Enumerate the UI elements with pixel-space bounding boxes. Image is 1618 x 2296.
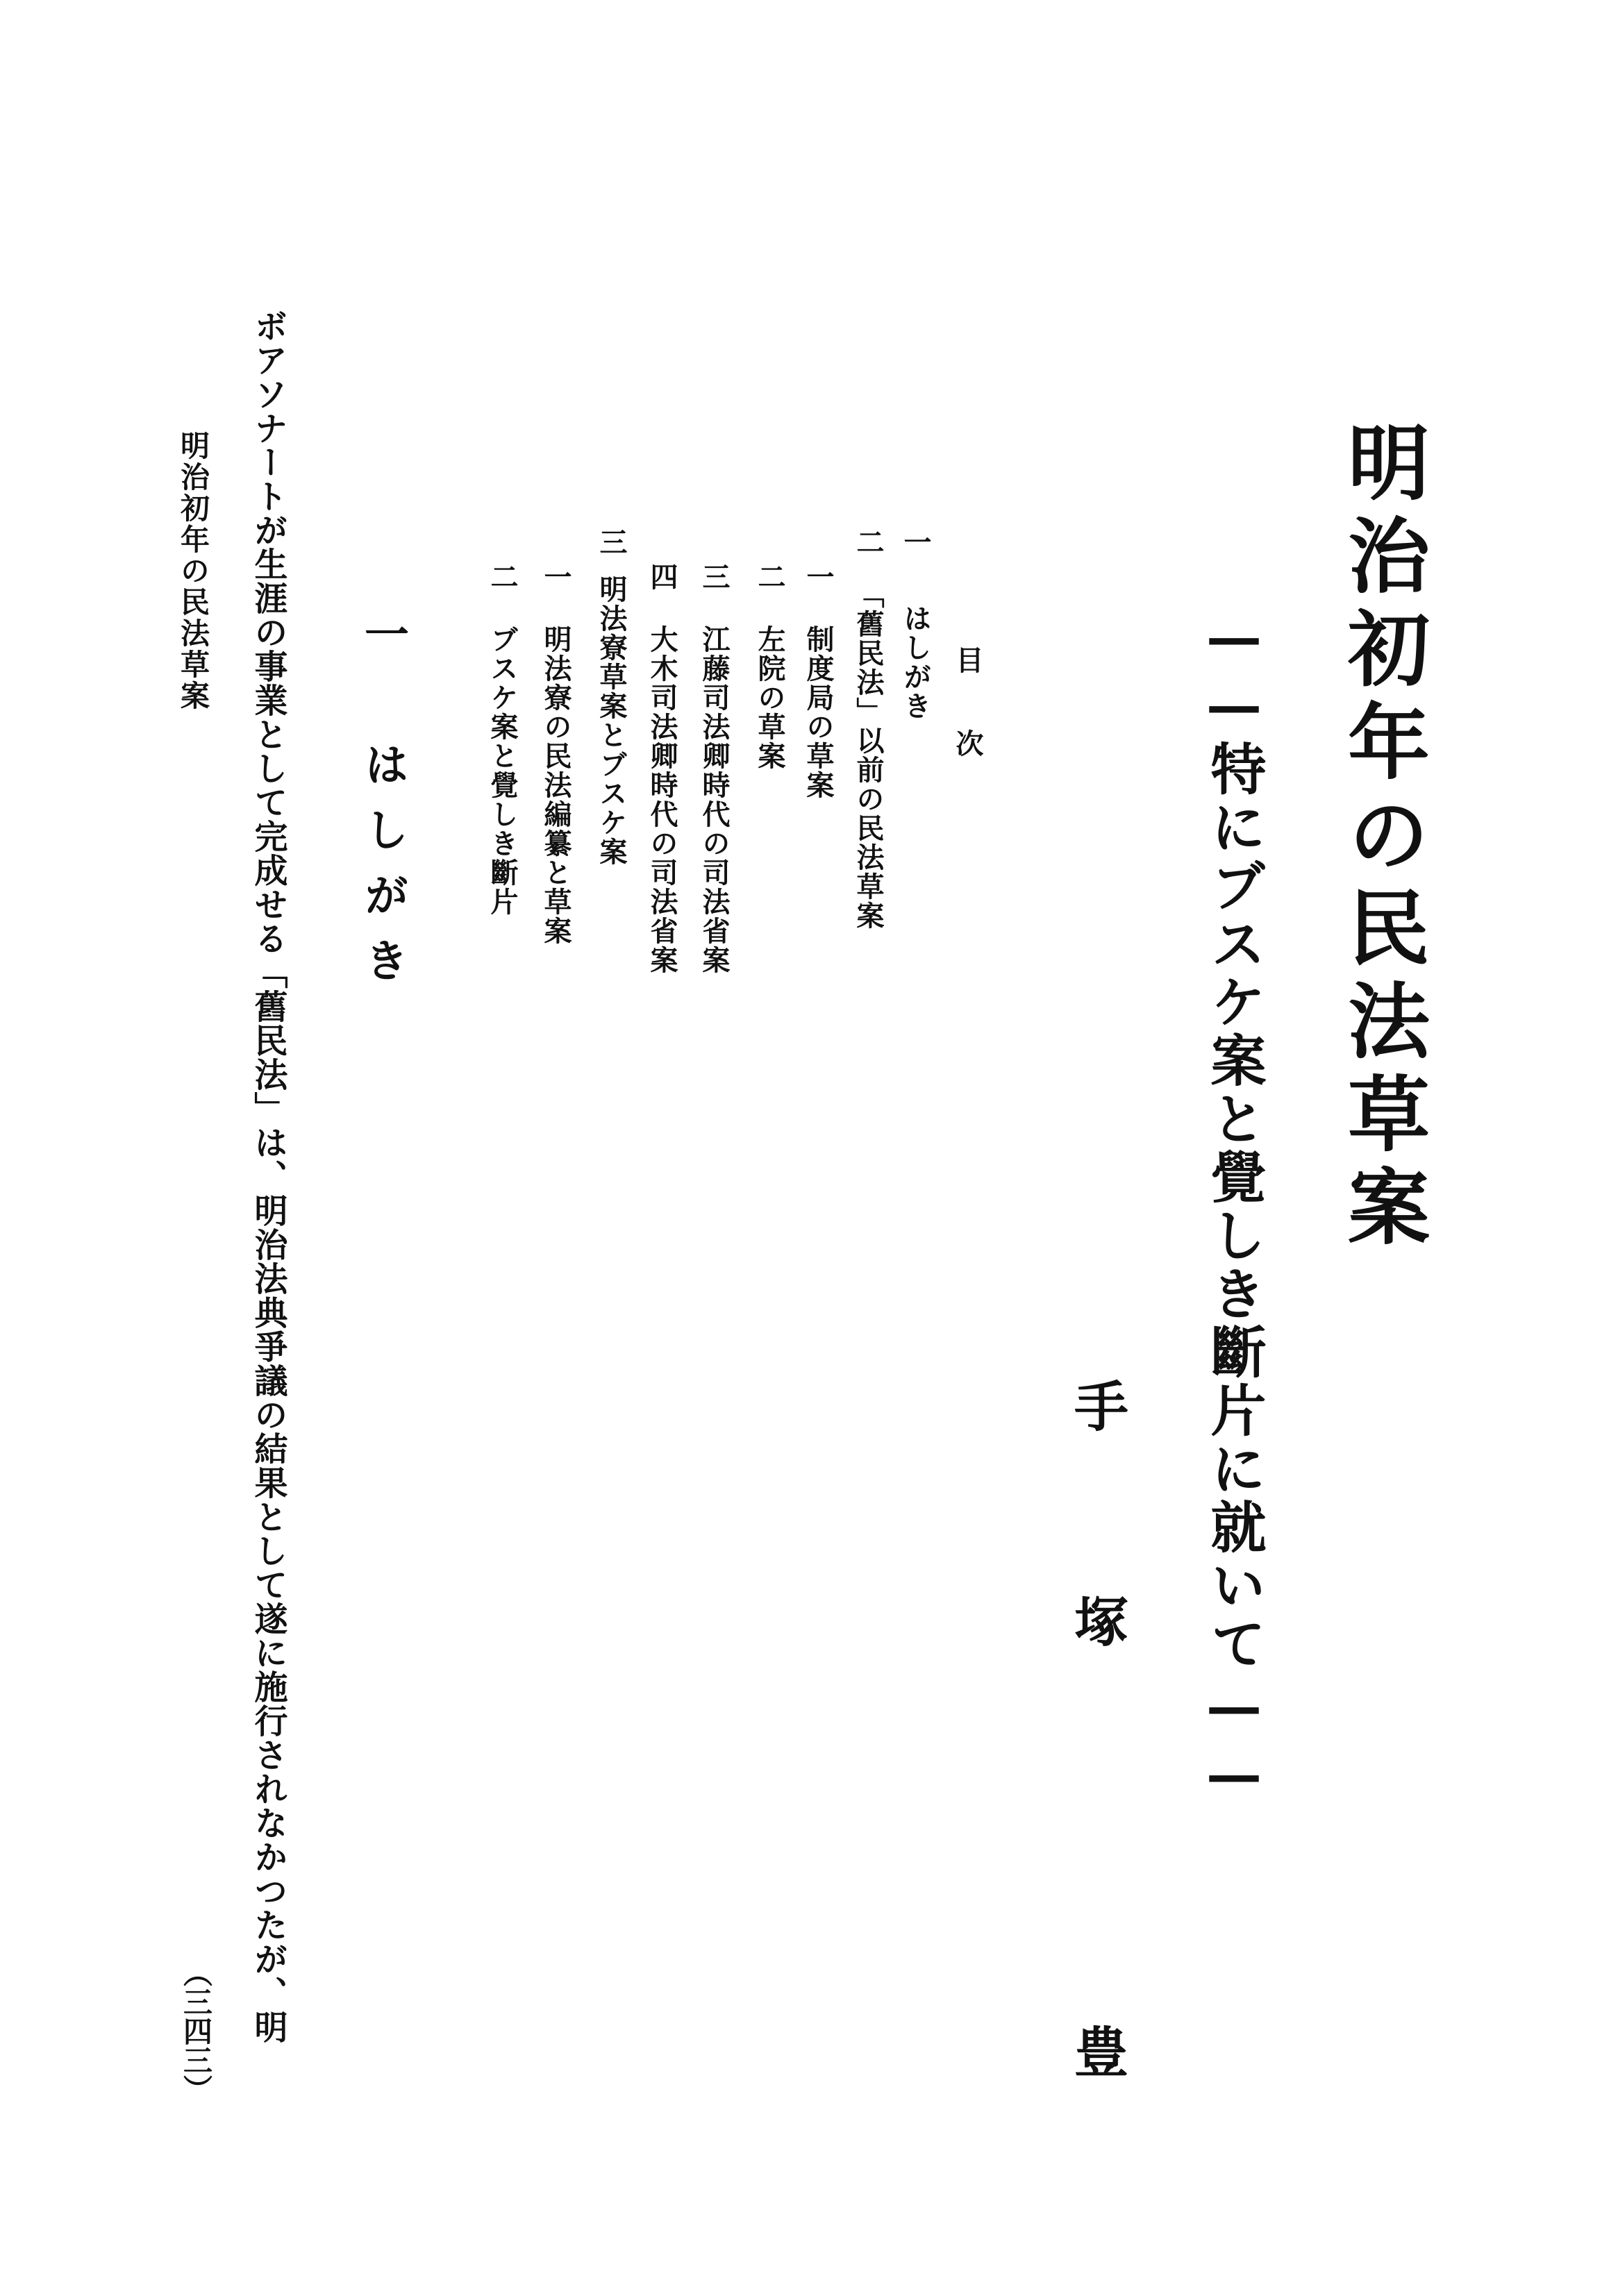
toc-entry — [799, 562, 838, 800]
toc-entry — [483, 562, 522, 916]
toc-heading-2: 次 — [951, 729, 984, 757]
author-char-1: 手 — [1065, 1378, 1128, 1432]
toc-entry-label: 大木司法卿時代の司法省案 — [646, 625, 678, 975]
toc-heading-1: 目 — [951, 646, 984, 673]
section-heading: 一 はしがき — [357, 611, 409, 1003]
running-head: 明治初年の民法草案 — [176, 430, 210, 712]
toc-entry-number: 三 — [595, 528, 628, 555]
toc-entry — [536, 562, 576, 946]
toc-entry-label: 「舊民法」以前の民法草案 — [852, 580, 885, 930]
toc-entry — [642, 562, 682, 975]
toc-entry-label: 明法寮草案とブスケ案 — [595, 575, 628, 866]
author-char-3: 豊 — [1065, 2024, 1128, 2078]
toc-entry — [849, 528, 888, 930]
author-char-2: 塚 — [1065, 1593, 1128, 1648]
toc-entry-label: 左院の草案 — [753, 625, 786, 771]
toc-entry-number: 二 — [852, 528, 885, 555]
article-title: 明治初年の民法草案 — [1334, 420, 1431, 1257]
toc-entry-label: 制度局の草案 — [802, 625, 835, 800]
toc-entry — [592, 528, 631, 866]
article-subtitle: ——特にブスケ案と覺しき斷片に就いて—— — [1201, 604, 1267, 1809]
toc-entry-number: 三 — [698, 562, 731, 590]
page-number: （三四三） — [179, 1958, 213, 2104]
toc-entry-label: 明法寮の民法編纂と草案 — [540, 625, 572, 946]
toc-entry — [896, 528, 935, 721]
toc-entry — [694, 562, 734, 975]
body-text-line: ボアソナートが生涯の事業として完成せる「舊民法」は、明治法典爭議の結果として遂に施行されなかつたが、明 — [249, 309, 287, 2044]
toc-entry — [750, 562, 790, 771]
toc-entry-number: 一 — [540, 562, 572, 590]
toc-entry-number: 一 — [899, 528, 932, 555]
toc-entry-label: 江藤司法卿時代の司法省案 — [698, 625, 731, 975]
toc-entry-label: はしがき — [899, 604, 932, 721]
toc-entry-number: 四 — [646, 562, 678, 590]
toc-entry-number: 二 — [486, 562, 519, 590]
toc-entry-number: 一 — [802, 562, 835, 590]
toc-entry-label: ブスケ案と覺しき斷片 — [486, 625, 519, 916]
toc-entry-number: 二 — [753, 562, 786, 590]
